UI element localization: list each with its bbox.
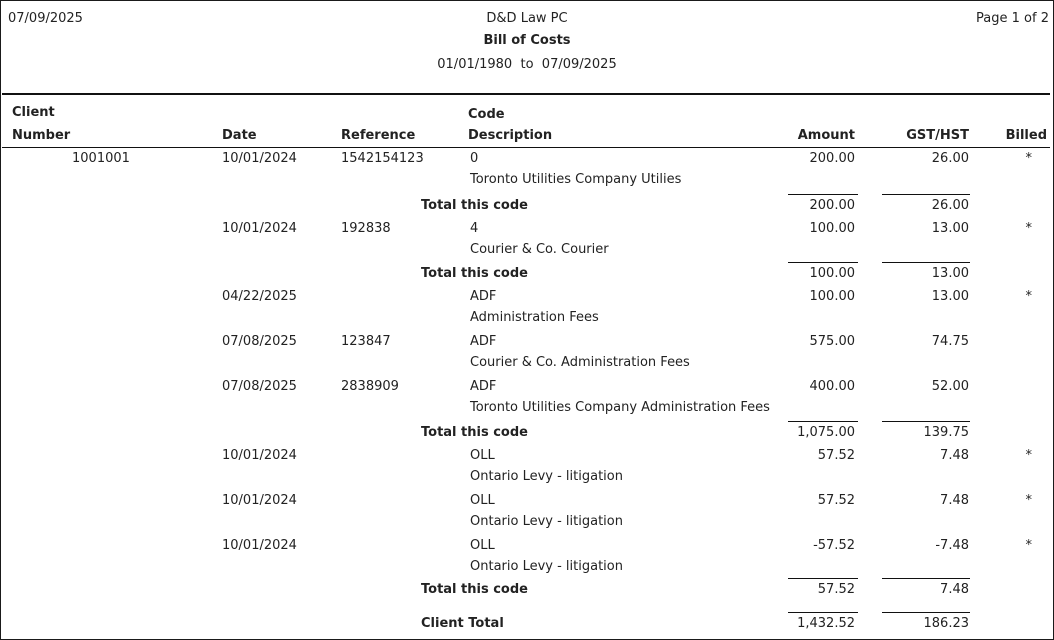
- col-number-label: Number: [12, 128, 71, 143]
- client-total-amount: 1,432.52: [797, 616, 855, 631]
- date-range: [0, 57, 1054, 72]
- entry-amount: 100.00: [809, 221, 855, 236]
- entry-code: 4: [470, 221, 479, 236]
- entry-code: OLL: [470, 448, 495, 463]
- entry-gst: 7.48: [940, 493, 969, 508]
- print-date: 07/09/2025: [8, 11, 83, 26]
- col-amount-label: Amount: [797, 128, 855, 143]
- entry-description: Courier & Co. Administration Fees: [470, 355, 690, 370]
- client-total-label: Client Total: [421, 616, 504, 631]
- col-date-label: Date: [222, 128, 257, 143]
- entry-amount: 400.00: [809, 379, 855, 394]
- entry-reference: 1542154123: [341, 151, 424, 166]
- entry-amount: 575.00: [809, 334, 855, 349]
- client-number: 1001001: [72, 151, 130, 166]
- code-total-amount: 57.52: [817, 582, 855, 597]
- entry-description: Courier & Co. Courier: [470, 242, 609, 257]
- code-total-amount-rule: [788, 194, 858, 195]
- entry-gst: -7.48: [935, 538, 969, 553]
- date-from: 01/01/1980: [437, 57, 513, 72]
- code-total-gst: 26.00: [931, 198, 969, 213]
- date-to-label: to: [520, 57, 534, 72]
- client-total-amount-rule: [788, 612, 858, 613]
- code-total-amount-rule: [788, 578, 858, 579]
- page-info: Page 1 of 2: [976, 11, 1049, 26]
- entry-code: ADF: [470, 289, 497, 304]
- report-title: Bill of Costs: [483, 33, 571, 48]
- client-total-gst-rule: [882, 612, 970, 613]
- code-total-label: Total this code: [421, 266, 528, 281]
- code-total-amount-rule: [788, 421, 858, 422]
- entry-description: Toronto Utilities Company Utilies: [470, 172, 682, 187]
- entry-amount: -57.52: [813, 538, 855, 553]
- entry-date: 10/01/2024: [222, 538, 297, 553]
- code-total-gst-rule: [882, 578, 970, 579]
- code-total-gst: 139.75: [923, 425, 969, 440]
- col-gst-label: GST/HST: [906, 128, 969, 143]
- code-total-amount: 1,075.00: [797, 425, 855, 440]
- billed-marker: *: [1025, 151, 1032, 166]
- code-total-amount-rule: [788, 262, 858, 263]
- code-total-gst-rule: [882, 421, 970, 422]
- entry-reference: 192838: [341, 221, 391, 236]
- billed-marker: *: [1025, 538, 1032, 553]
- entry-amount: 57.52: [817, 493, 855, 508]
- entry-description: Ontario Levy - litigation: [470, 514, 623, 529]
- entry-date: 07/08/2025: [222, 379, 297, 394]
- code-total-gst-rule: [882, 194, 970, 195]
- date-to: 07/09/2025: [541, 57, 617, 72]
- entry-date: 10/01/2024: [222, 221, 297, 236]
- entry-description: Ontario Levy - litigation: [470, 559, 623, 574]
- entry-gst: 13.00: [931, 289, 969, 304]
- col-code-label: Code: [468, 107, 505, 122]
- entry-amount: 200.00: [809, 151, 855, 166]
- entry-gst: 26.00: [931, 151, 969, 166]
- col-description-label: Description: [468, 128, 553, 143]
- entry-description: Ontario Levy - litigation: [470, 469, 623, 484]
- entry-amount: 100.00: [809, 289, 855, 304]
- billed-marker: *: [1025, 221, 1032, 236]
- entry-gst: 52.00: [931, 379, 969, 394]
- billed-marker: *: [1025, 289, 1032, 304]
- entry-code: 0: [470, 151, 479, 166]
- code-total-amount: 100.00: [809, 266, 855, 281]
- code-total-label: Total this code: [421, 582, 528, 597]
- code-total-amount: 200.00: [809, 198, 855, 213]
- column-header-divider: [2, 147, 1050, 148]
- entry-gst: 13.00: [931, 221, 969, 236]
- billed-marker: *: [1025, 448, 1032, 463]
- entry-reference: 123847: [341, 334, 391, 349]
- header-divider: [2, 93, 1050, 95]
- entry-reference: 2838909: [341, 379, 399, 394]
- entry-date: 07/08/2025: [222, 334, 297, 349]
- code-total-gst: 13.00: [931, 266, 969, 281]
- client-total-gst: 186.23: [923, 616, 969, 631]
- entry-date: 10/01/2024: [222, 493, 297, 508]
- col-reference-label: Reference: [341, 128, 416, 143]
- code-total-gst: 7.48: [940, 582, 969, 597]
- entry-date: 10/01/2024: [222, 448, 297, 463]
- code-total-gst-rule: [882, 262, 970, 263]
- col-client-label: Client: [12, 105, 55, 120]
- billed-marker: *: [1025, 493, 1032, 508]
- entry-description: Administration Fees: [470, 310, 599, 325]
- col-billed-label: Billed: [1005, 128, 1047, 143]
- code-total-label: Total this code: [421, 198, 528, 213]
- entry-code: OLL: [470, 538, 495, 553]
- entry-date: 10/01/2024: [222, 151, 297, 166]
- entry-code: OLL: [470, 493, 495, 508]
- code-total-label: Total this code: [421, 425, 528, 440]
- entry-amount: 57.52: [817, 448, 855, 463]
- entry-gst: 7.48: [940, 448, 969, 463]
- entry-date: 04/22/2025: [222, 289, 297, 304]
- entry-gst: 74.75: [931, 334, 969, 349]
- entry-code: ADF: [470, 379, 497, 394]
- entry-description: Toronto Utilities Company Administration Fees: [470, 400, 770, 415]
- firm-name: D&D Law PC: [486, 11, 568, 26]
- entry-code: ADF: [470, 334, 497, 349]
